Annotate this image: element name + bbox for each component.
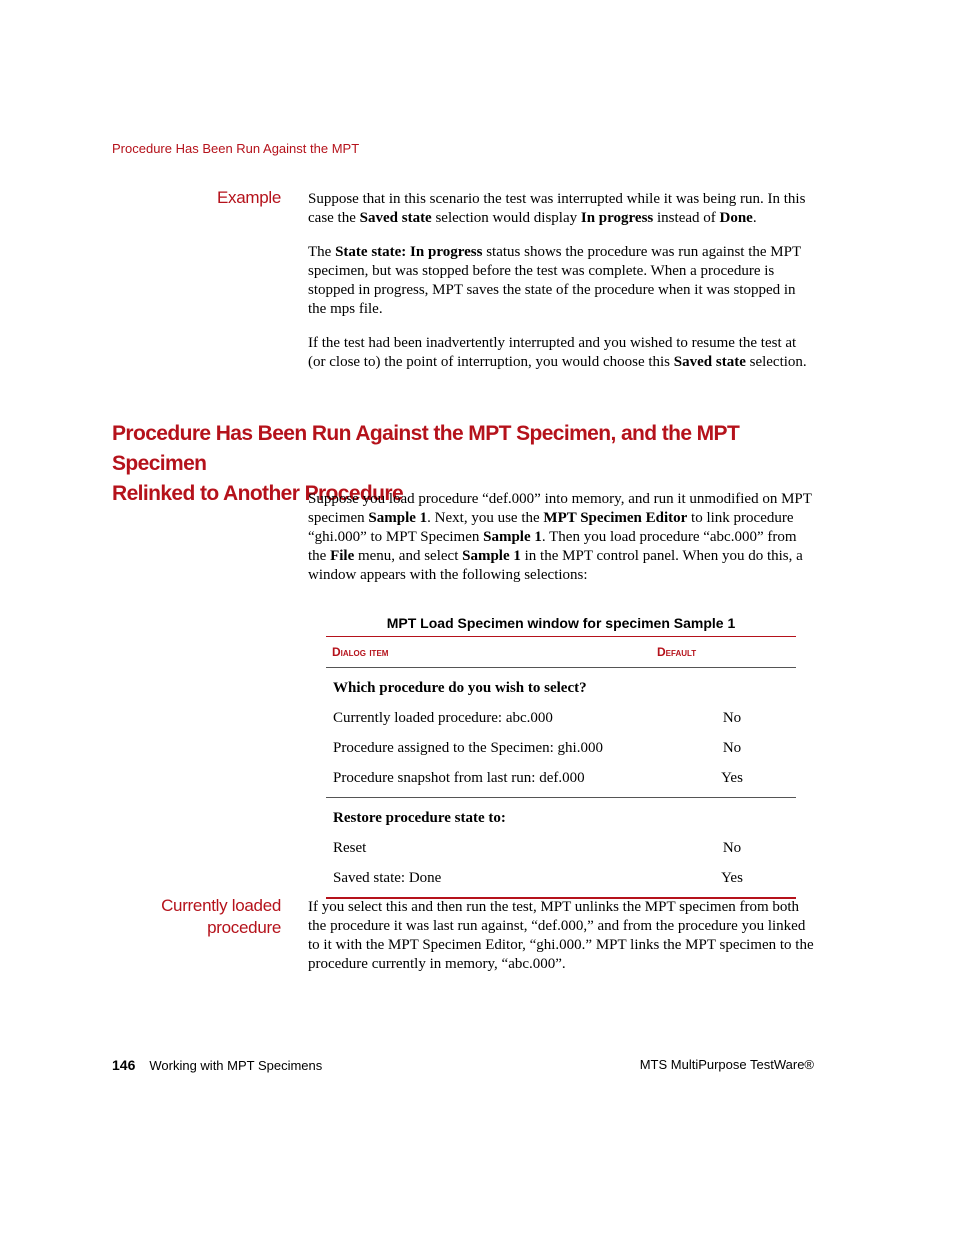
footer-left: [112, 1057, 322, 1073]
page-number: 146: [112, 1057, 136, 1073]
table-group-restore: [326, 798, 796, 897]
section-heading-line1: Procedure Has Been Run Against the MPT Specimen, and the MPT Specimen: [112, 422, 740, 475]
table-row: [326, 763, 796, 793]
default-cell: Yes: [721, 869, 743, 886]
currently-loaded-side-heading: [161, 895, 281, 939]
default-cell: No: [722, 839, 742, 856]
table-group-procedure: [326, 668, 796, 798]
header-dialog-item: Dialog item: [332, 645, 389, 659]
dialog-item-cell: Saved state: Done: [333, 869, 442, 886]
table-row: [326, 863, 796, 893]
group-label: Restore procedure state to:: [333, 809, 506, 826]
header-default: Default: [657, 645, 697, 659]
table-row: [326, 703, 796, 733]
section-intro: [308, 490, 814, 585]
table-header-row: [326, 637, 796, 668]
chapter-title: Working with MPT Specimens: [149, 1058, 323, 1073]
example-paragraph: The State state: In progress status shows the procedure was run against the MPT specimen, but was stopped before the test was complete. When a procedure is stopped in progress, MPT saves the state of the procedure when it was stopped in the mps file.: [308, 244, 801, 317]
group-label-row: [326, 673, 796, 703]
default-cell: Yes: [721, 769, 743, 786]
dialog-item-cell: Currently loaded procedure: abc.000: [333, 709, 553, 726]
default-cell: No: [722, 709, 742, 726]
dialog-item-cell: Reset: [333, 839, 367, 856]
example-paragraph: If the test had been inadvertently interrupted and you wished to resume the test at (or close to) the point of interruption, you would choose this Saved state selection.: [308, 335, 807, 370]
side-heading-line2: procedure: [207, 918, 281, 937]
example-side-heading: Example: [216, 188, 281, 207]
currently-loaded-body: [308, 898, 814, 974]
side-heading-line1: Currently loaded: [161, 896, 281, 915]
group-label-row: [326, 803, 796, 833]
default-cell: No: [722, 739, 742, 756]
dialog-item-cell: Procedure assigned to the Specimen: ghi.000: [333, 739, 603, 756]
currently-loaded-paragraph: If you select this and then run the test, MPT unlinks the MPT specimen from both the procedure it was last run against, “def.000,” and from the procedure you linked to it with the MPT Specimen Editor, “ghi.000.” MPT links the MPT specimen to the procedure currently in memory, “abc.000”.: [308, 899, 814, 972]
intro-paragraph: Suppose you load procedure “def.000” into memory, and run it unmodified on MPT specimen Sample 1. Next, you use the MPT Specimen Editor to link procedure “ghi.000” to MPT Specimen Sample 1. Then you load procedure “abc.000” from the File menu, and select Sample 1 in the MPT control panel. When you do this, a window appears with the following selections:: [308, 491, 812, 583]
load-specimen-table: [326, 636, 796, 899]
table-row: [326, 833, 796, 863]
table-row: [326, 733, 796, 763]
running-header: Procedure Has Been Run Against the MPT: [112, 141, 360, 156]
example-paragraph: Suppose that in this scenario the test was interrupted while it was being run. In this case the Saved state selection would display In progress instead of Done.: [308, 191, 806, 226]
group-label: Which procedure do you wish to select?: [333, 679, 587, 696]
section-heading-line2: Relinked to Another Procedure: [112, 482, 404, 505]
footer-product: MTS MultiPurpose TestWare®: [639, 1057, 814, 1072]
table-caption: MPT Load Specimen window for specimen Sample 1: [386, 615, 736, 631]
dialog-item-cell: Procedure snapshot from last run: def.000: [333, 769, 585, 786]
example-body: [308, 190, 814, 372]
